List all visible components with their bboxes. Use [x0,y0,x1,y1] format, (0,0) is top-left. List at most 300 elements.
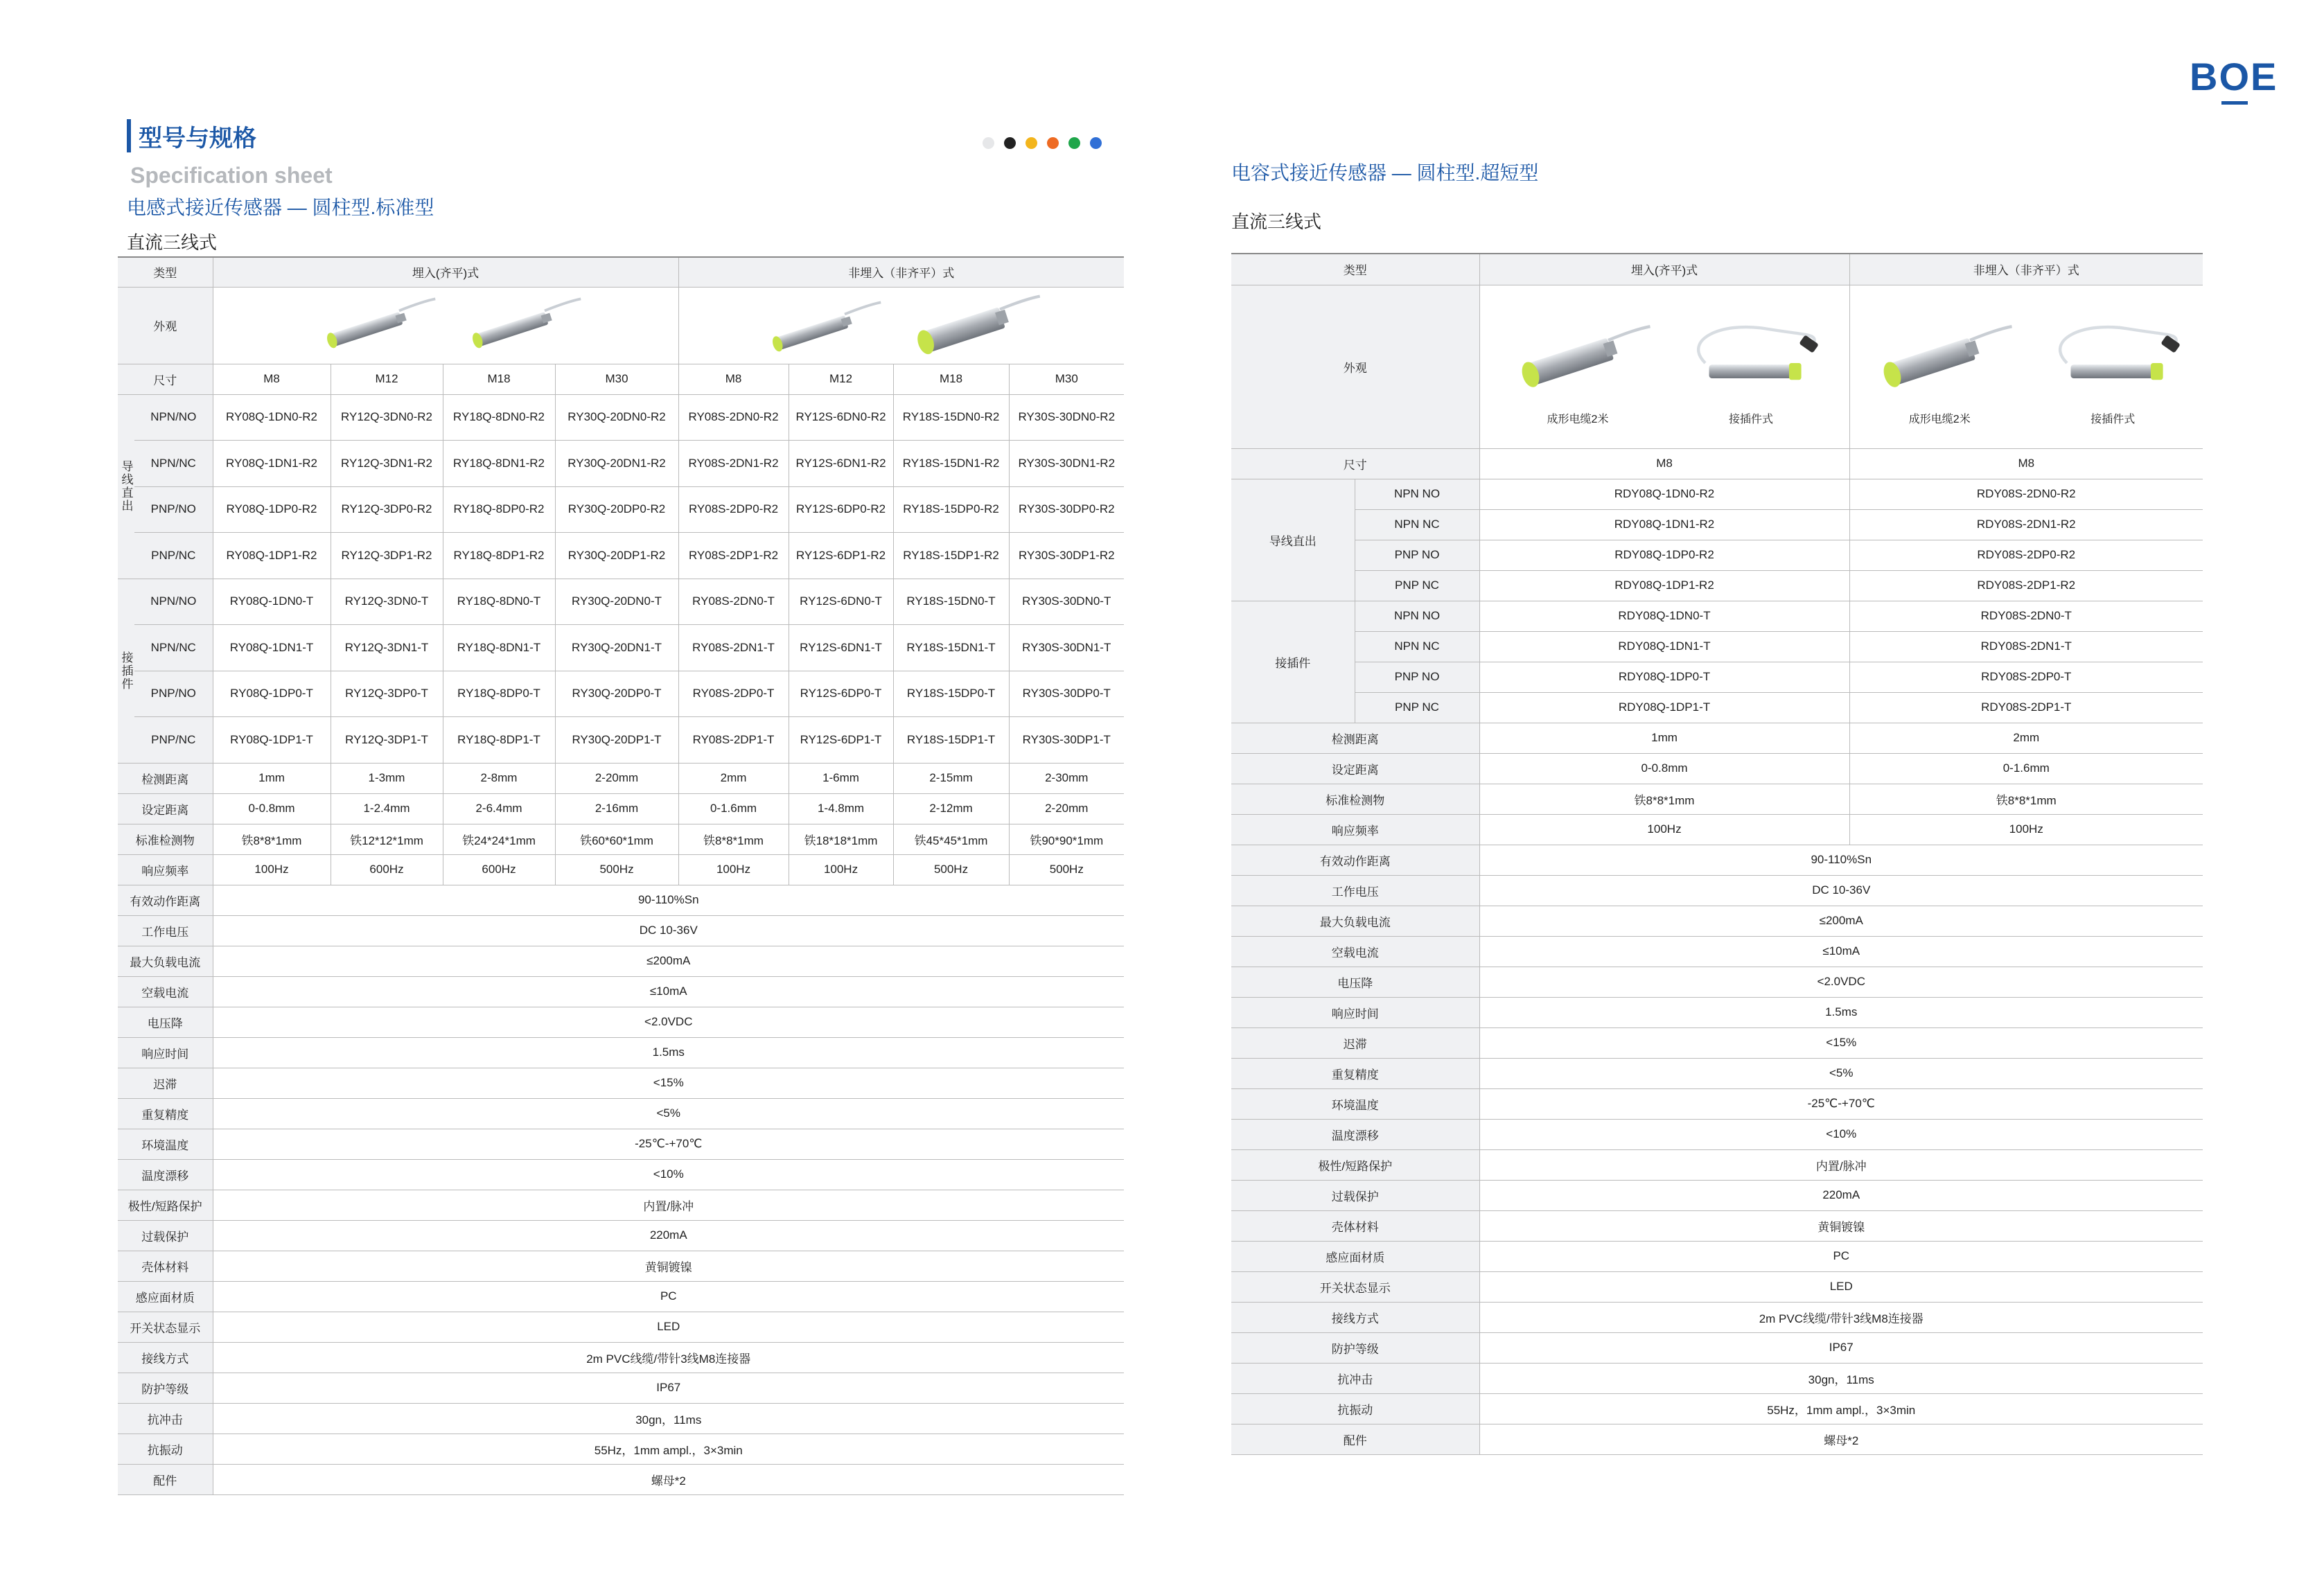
color-dot [1047,137,1059,149]
spec-row [1231,784,2203,814]
spec-value: 100Hz [1479,814,1849,845]
model-cell: RY12Q-3DP0-R2 [331,486,443,533]
spec-value: 30gn，11ms [1479,1363,2203,1393]
model-cell: RY30Q-20DN1-T [555,625,678,671]
model-row [118,717,1124,764]
spec-value: 螺母*2 [1479,1424,2203,1454]
spec-value: 铁8*8*1mm [213,824,331,854]
output-type-label: PNP/NO [134,671,213,717]
right-section-title: 直流三线式 [1231,211,1322,232]
common-spec-row [1231,906,2203,936]
output-type-label: NPN NC [1355,509,1479,540]
spec-value: ≤10mA [213,976,1124,1007]
model-cell: RY08Q-1DN0-R2 [213,394,331,441]
spec-value: DC 10-36V [213,915,1124,946]
common-spec-row [118,946,1124,976]
spec-value: 2mm [678,763,789,793]
spec-label: 标准检测物 [1231,784,1479,814]
size-cell: M12 [789,364,893,394]
model-cell: RY12S-6DP1-T [789,717,893,764]
spec-value: 2mm [1849,723,2203,753]
model-cell: RY18S-15DN1-T [893,625,1009,671]
spec-row [1231,814,2203,845]
model-cell: RY18Q-8DP0-T [443,671,555,717]
model-cell: RDY08Q-1DN1-R2 [1479,509,1849,540]
spec-value: 2-20mm [555,763,678,793]
spec-label: 环境温度 [1231,1088,1479,1119]
spec-label: 配件 [1231,1424,1479,1454]
model-cell: RY18S-15DN1-R2 [893,441,1009,487]
spec-value: IP67 [213,1373,1124,1403]
common-spec-row [118,1251,1124,1281]
output-type-label: NPN/NC [134,441,213,487]
size-cell: M8 [1479,448,1849,479]
spec-label: 设定距离 [118,793,213,824]
spec-label: 响应时间 [1231,997,1479,1027]
cable-sensor-figure [1502,307,1654,426]
model-cell: RDY08S-2DP1-T [1849,692,2203,723]
model-cell: RY30S-30DP1-T [1009,717,1124,764]
spec-value: 铁24*24*1mm [443,824,555,854]
type-label: 类型 [118,257,213,287]
model-cell: RY12Q-3DN0-T [331,579,443,625]
flush-header: 埋入(齐平)式 [1479,254,1849,285]
spec-value: 铁12*12*1mm [331,824,443,854]
spec-value: 2m PVC线缆/带针3线M8连接器 [213,1342,1124,1373]
size-cell: M30 [1009,364,1124,394]
spec-label: 工作电压 [118,915,213,946]
model-row [1231,570,2203,601]
spec-label: 开关状态显示 [1231,1271,1479,1302]
common-spec-row [1231,845,2203,875]
left-spec-table [118,256,1124,1495]
spec-label: 接线方式 [1231,1302,1479,1332]
spec-value: IP67 [1479,1332,2203,1363]
model-cell: RY30S-30DN0-T [1009,579,1124,625]
spec-label: 最大负载电流 [118,946,213,976]
model-cell: RY30Q-20DN0-R2 [555,394,678,441]
appearance-row [118,287,1124,364]
model-row [118,441,1124,487]
spec-value: 2-16mm [555,793,678,824]
sensor-image-m8 [300,291,446,357]
model-cell: RY08S-2DN1-R2 [678,441,789,487]
spec-label: 过载保护 [1231,1180,1479,1210]
spec-value: 铁8*8*1mm [1849,784,2203,814]
common-spec-row [1231,1088,2203,1119]
spec-value: 0-0.8mm [213,793,331,824]
common-spec-row [118,1007,1124,1037]
brand-logo: BOE [2190,55,2278,98]
spec-label: 有效动作距离 [1231,845,1479,875]
color-dot [1025,137,1037,149]
spec-value: LED [213,1312,1124,1342]
spec-value: 1.5ms [1479,997,2203,1027]
spec-value: 2-15mm [893,763,1009,793]
spec-label: 抗冲击 [1231,1363,1479,1393]
size-cell: M8 [678,364,789,394]
connector-sensor-figure [2036,307,2189,426]
spec-label: 工作电压 [1231,875,1479,906]
spec-value: PC [213,1281,1124,1312]
spec-label: 检测距离 [118,763,213,793]
flush-appearance [213,287,678,364]
model-row [118,394,1124,441]
spec-row [118,793,1124,824]
spec-label: 壳体材料 [1231,1210,1479,1241]
spec-value: -25℃-+70℃ [213,1129,1124,1159]
output-type-label: NPN/NO [134,394,213,441]
model-cell: RDY08S-2DN1-R2 [1849,509,2203,540]
output-type-label: PNP NC [1355,692,1479,723]
model-cell: RY12Q-3DP1-T [331,717,443,764]
model-cell: RY08Q-1DP1-R2 [213,533,331,579]
common-spec-row [1231,1424,2203,1454]
model-cell: RY30Q-20DP1-R2 [555,533,678,579]
model-row [118,579,1124,625]
common-spec-row [1231,936,2203,967]
model-row [1231,479,2203,509]
spec-value: 0-1.6mm [1849,753,2203,784]
cable-sensor-figure [1863,307,2016,426]
cable-caption: 成形电缆2米 [1908,414,1971,425]
output-type-label: PNP/NC [134,717,213,764]
spec-label: 感应面材质 [118,1281,213,1312]
common-spec-row [118,1281,1124,1312]
common-spec-row [1231,1393,2203,1424]
spec-row [118,763,1124,793]
model-row [118,486,1124,533]
spec-label: 环境温度 [118,1129,213,1159]
model-cell: RY12Q-3DN1-R2 [331,441,443,487]
spec-value: <10% [213,1159,1124,1190]
spec-label: 电压降 [118,1007,213,1037]
spec-label: 抗冲击 [118,1403,213,1433]
flush-appearance [1479,285,1849,448]
connector-sensor-image [1675,307,1827,404]
spec-value: <5% [213,1098,1124,1129]
spec-value: <15% [1479,1027,2203,1058]
spec-value: 0-1.6mm [678,793,789,824]
spec-value: 100Hz [213,854,331,885]
common-spec-row [118,915,1124,946]
output-type-label: NPN/NC [134,625,213,671]
spec-value: ≤10mA [1479,936,2203,967]
model-cell: RY30S-30DP0-R2 [1009,486,1124,533]
spec-label: 壳体材料 [118,1251,213,1281]
common-spec-row [1231,1180,2203,1210]
model-cell: RY18Q-8DP1-T [443,717,555,764]
model-cell: RDY08Q-1DN0-R2 [1479,479,1849,509]
cable-sensor-image [1863,307,2016,404]
model-cell: RY12S-6DP1-R2 [789,533,893,579]
model-cell: RY12S-6DN1-R2 [789,441,893,487]
spec-label: 标准检测物 [118,824,213,854]
size-cell: M12 [331,364,443,394]
model-cell: RY18Q-8DN0-T [443,579,555,625]
color-dot [1004,137,1016,149]
spec-value: 1-3mm [331,763,443,793]
nonflush-appearance [678,287,1124,364]
model-row [1231,601,2203,631]
spec-label: 配件 [118,1464,213,1494]
model-cell: RY08Q-1DN1-T [213,625,331,671]
size-cell: M30 [555,364,678,394]
model-cell: RY30Q-20DN1-R2 [555,441,678,487]
spec-value: 1mm [1479,723,1849,753]
spec-label: 有效动作距离 [118,885,213,915]
spec-value: 500Hz [893,854,1009,885]
nonflush-header: 非埋入（非齐平）式 [1849,254,2203,285]
model-cell: RY12Q-3DN0-R2 [331,394,443,441]
common-spec-row [1231,1058,2203,1088]
model-cell: RY30S-30DN1-T [1009,625,1124,671]
model-cell: RY18S-15DP1-T [893,717,1009,764]
spec-value: 55Hz，1mm ampl.，3×3min [1479,1393,2203,1424]
spec-value: DC 10-36V [1479,875,2203,906]
page-subtitle-english: Specification sheet [130,163,333,188]
model-cell: RY30S-30DN0-R2 [1009,394,1124,441]
size-label: 尺寸 [1231,448,1479,479]
model-cell: RY08Q-1DP0-T [213,671,331,717]
spec-label: 重复精度 [118,1098,213,1129]
output-type-label: NPN NO [1355,479,1479,509]
color-dot [1068,137,1080,149]
spec-value: 1-6mm [789,763,893,793]
model-cell: RY08Q-1DN1-R2 [213,441,331,487]
flush-header: 埋入(齐平)式 [213,257,678,287]
connector-caption: 接插件式 [2090,414,2136,425]
common-spec-row [118,885,1124,915]
spec-row [118,854,1124,885]
spec-label: 空载电流 [1231,936,1479,967]
model-cell: RY30S-30DP0-T [1009,671,1124,717]
model-cell: RY18Q-8DP0-R2 [443,486,555,533]
spec-value: 1.5ms [213,1037,1124,1068]
group-wired-label: 导线直出 [1231,479,1355,601]
output-type-label: NPN NO [1355,601,1479,631]
model-cell: RDY08Q-1DN0-T [1479,601,1849,631]
spec-value: 90-110%Sn [1479,845,2203,875]
model-cell: RDY08Q-1DP1-R2 [1479,570,1849,601]
spec-value: 100Hz [1849,814,2203,845]
output-type-label: NPN/NO [134,579,213,625]
sensor-image-m12 [749,294,888,360]
model-cell: RY12Q-3DP0-T [331,671,443,717]
spec-value: 2-8mm [443,763,555,793]
model-row [1231,631,2203,662]
spec-value: 220mA [1479,1180,2203,1210]
color-dot [983,137,994,149]
spec-label: 检测距离 [1231,723,1479,753]
nonflush-appearance [1849,285,2203,448]
spec-label: 迟滞 [1231,1027,1479,1058]
group-connector-label: 接插件 [118,579,134,763]
model-cell: RY12Q-3DN1-T [331,625,443,671]
spec-label: 极性/短路保护 [1231,1149,1479,1180]
output-type-label: PNP NO [1355,540,1479,570]
spec-label: 迟滞 [118,1068,213,1098]
model-cell: RY18S-15DP0-R2 [893,486,1009,533]
common-spec-row [118,1190,1124,1220]
appearance-row [1231,285,2203,448]
spec-value: 100Hz [678,854,789,885]
model-cell: RY30S-30DN1-R2 [1009,441,1124,487]
common-spec-row [1231,1241,2203,1271]
common-spec-row [118,1220,1124,1251]
size-cell: M18 [893,364,1009,394]
size-row [118,364,1124,394]
model-cell: RY08Q-1DN0-T [213,579,331,625]
spec-label: 极性/短路保护 [118,1190,213,1220]
spec-value: <5% [1479,1058,2203,1088]
spec-value: 内置/脉冲 [1479,1149,2203,1180]
size-cell: M8 [213,364,331,394]
output-type-label: PNP NC [1355,570,1479,601]
model-cell: RY18S-15DN0-R2 [893,394,1009,441]
common-spec-row [1231,997,2203,1027]
spec-label: 最大负载电流 [1231,906,1479,936]
model-cell: RY12S-6DP0-R2 [789,486,893,533]
common-spec-row [118,1433,1124,1464]
common-spec-row [1231,1149,2203,1180]
model-cell: RY08S-2DP1-T [678,717,789,764]
spec-label: 防护等级 [118,1373,213,1403]
common-spec-row [1231,1302,2203,1332]
spec-value: 铁45*45*1mm [893,824,1009,854]
spec-value: 铁60*60*1mm [555,824,678,854]
model-cell: RY12Q-3DP1-R2 [331,533,443,579]
spec-value: 600Hz [331,854,443,885]
spec-value: 2m PVC线缆/带针3线M8连接器 [1479,1302,2203,1332]
model-cell: RDY08Q-1DN1-T [1479,631,1849,662]
common-spec-row [1231,967,2203,997]
common-spec-row [118,1129,1124,1159]
group-connector-label: 接插件 [1231,601,1355,723]
spec-value: 2-12mm [893,793,1009,824]
common-spec-row [118,1342,1124,1373]
spec-value: ≤200mA [213,946,1124,976]
spec-value: 铁18*18*1mm [789,824,893,854]
spec-row [118,824,1124,854]
size-cell: M18 [443,364,555,394]
spec-value: <2.0VDC [213,1007,1124,1037]
common-spec-row [1231,1271,2203,1302]
model-row [1231,509,2203,540]
spec-label: 设定距离 [1231,753,1479,784]
cable-sensor-image [1502,307,1654,404]
spec-value: ≤200mA [1479,906,2203,936]
model-cell: RY12S-6DN0-R2 [789,394,893,441]
model-cell: RDY08S-2DN1-T [1849,631,2203,662]
spec-value: 90-110%Sn [213,885,1124,915]
spec-value: 铁8*8*1mm [1479,784,1849,814]
table-header-row [1231,254,2203,285]
spec-row [1231,723,2203,753]
spec-value: 0-0.8mm [1479,753,1849,784]
spec-value: 220mA [213,1220,1124,1251]
spec-label: 开关状态显示 [118,1312,213,1342]
left-section-title: 直流三线式 [127,232,218,253]
type-label: 类型 [1231,254,1479,285]
spec-label: 温度漂移 [1231,1119,1479,1149]
spec-label: 重复精度 [1231,1058,1479,1088]
common-spec-row [1231,1210,2203,1241]
model-cell: RDY08S-2DN0-R2 [1849,479,2203,509]
spec-value: <10% [1479,1119,2203,1149]
spec-label: 接线方式 [118,1342,213,1373]
output-type-label: PNP NO [1355,662,1479,692]
spec-value: 55Hz，1mm ampl.，3×3min [213,1433,1124,1464]
sensor-image-m18 [446,291,591,357]
common-spec-row [118,1373,1124,1403]
common-spec-row [1231,1027,2203,1058]
title-accent-bar [127,119,131,152]
output-type-label: PNP/NO [134,486,213,533]
model-cell: RY12S-6DP0-T [789,671,893,717]
common-spec-row [118,1098,1124,1129]
page-title: 型号与规格 [139,125,256,152]
spec-value: 1mm [213,763,331,793]
model-cell: RY12S-6DN0-T [789,579,893,625]
size-row [1231,448,2203,479]
spec-value: 黄铜镀镍 [213,1251,1124,1281]
spec-value: 内置/脉冲 [213,1190,1124,1220]
model-cell: RDY08Q-1DP0-T [1479,662,1849,692]
spec-value: 100Hz [789,854,893,885]
model-cell: RY08Q-1DP0-R2 [213,486,331,533]
size-cell: M8 [1849,448,2203,479]
model-row [118,671,1124,717]
spec-value: 铁90*90*1mm [1009,824,1124,854]
common-spec-row [118,1037,1124,1068]
model-cell: RDY08S-2DP1-R2 [1849,570,2203,601]
spec-value: 2-30mm [1009,763,1124,793]
common-spec-row [1231,1332,2203,1363]
model-cell: RY30Q-20DN0-T [555,579,678,625]
connector-sensor-image [2036,307,2189,404]
appearance-label: 外观 [1231,285,1479,448]
spec-value: 500Hz [1009,854,1124,885]
spec-label: 过载保护 [118,1220,213,1251]
spec-value: <15% [213,1068,1124,1098]
spec-value: 500Hz [555,854,678,885]
model-cell: RDY08Q-1DP0-R2 [1479,540,1849,570]
group-wired-label: 导线直出 [118,394,134,579]
common-spec-row [118,1403,1124,1433]
model-row [118,625,1124,671]
spec-value: 2-20mm [1009,793,1124,824]
spec-label: 响应频率 [1231,814,1479,845]
model-cell: RY08S-2DP1-R2 [678,533,789,579]
model-cell: RY30Q-20DP1-T [555,717,678,764]
left-product-title: 电感式接近传感器 — 圆柱型.标准型 [127,197,434,218]
common-spec-row [118,976,1124,1007]
model-cell: RY08S-2DP0-R2 [678,486,789,533]
model-cell: RDY08S-2DP0-T [1849,662,2203,692]
model-cell: RY18S-15DP0-T [893,671,1009,717]
spec-value: 2-6.4mm [443,793,555,824]
color-swatch-dots [983,137,1102,149]
model-cell: RY08S-2DN1-T [678,625,789,671]
common-spec-row [118,1159,1124,1190]
color-dot [1090,137,1102,149]
model-cell: RY30S-30DP1-R2 [1009,533,1124,579]
model-row [1231,662,2203,692]
size-label: 尺寸 [118,364,213,394]
model-cell: RDY08Q-1DP1-T [1479,692,1849,723]
nonflush-header: 非埋入（非齐平）式 [678,257,1124,287]
